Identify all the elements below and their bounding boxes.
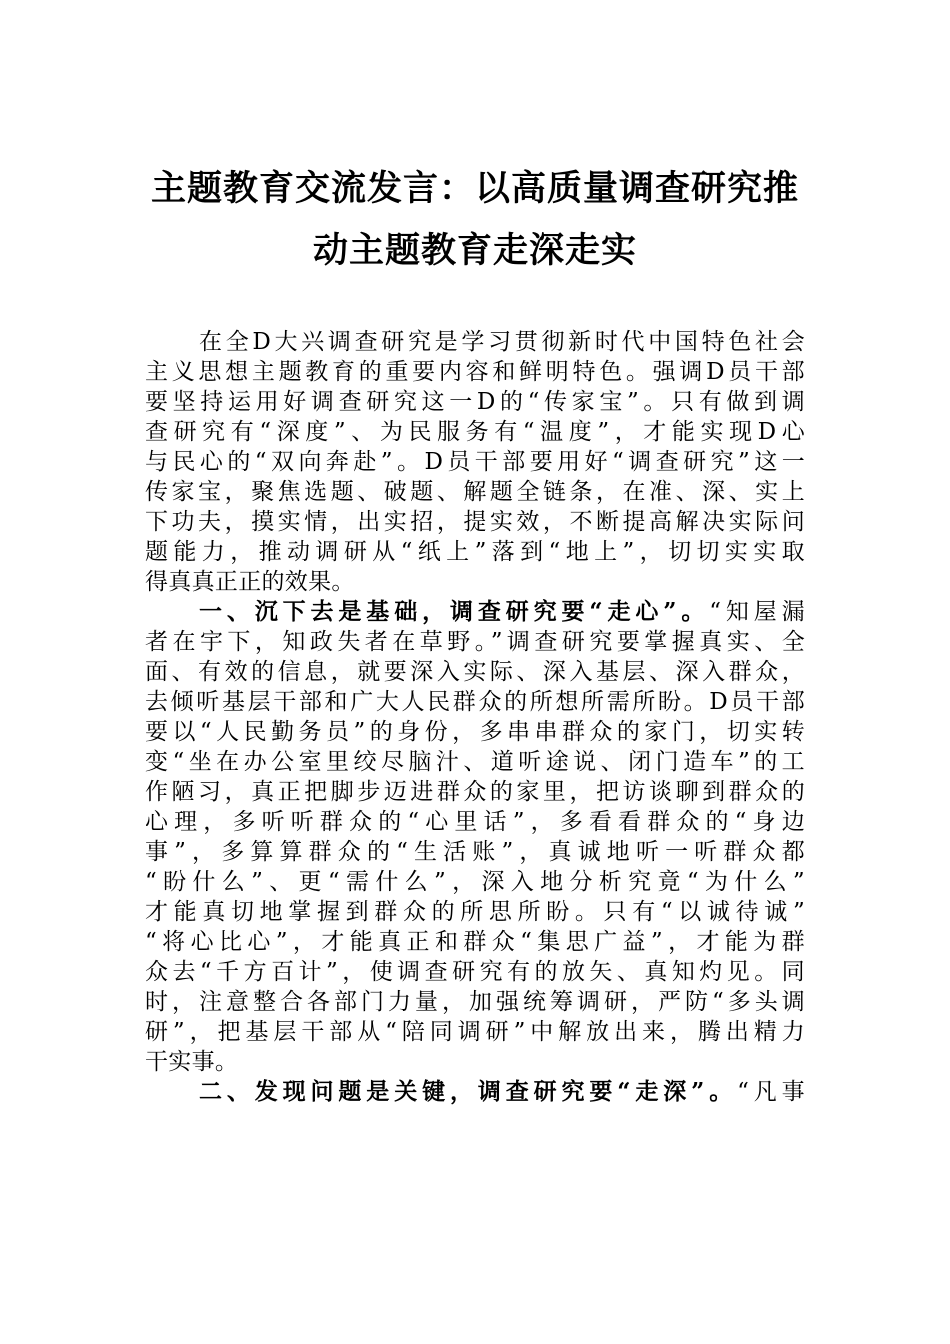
text-line: 时，注意整合各部门力量，加强统筹调研，严防“多头调: [145, 989, 805, 1015]
section-heading: 一、沉下去是基础，调查研究要“走心”。: [199, 598, 710, 625]
section-heading: 二、发现问题是关键，调查研究要“走深”。: [199, 1078, 738, 1105]
title-line: 主题教育交流发言：以高质量调查研究推: [150, 168, 799, 209]
text-line: 干实事。: [145, 1049, 239, 1075]
text-line-with-heading: [145, 597, 805, 627]
text-line: 与民心的“双向奔赴”。D员干部要用好“调查研究”这一: [145, 449, 805, 475]
paragraph-intro: [145, 327, 805, 597]
text-line: 在全D大兴调查研究是学习贯彻新时代中国特色社会: [199, 329, 805, 355]
paragraph-section-two: [145, 1077, 805, 1107]
text-line: 众去“千方百计”，使调查研究有的放矢、真知灼见。同: [145, 959, 805, 985]
text-line: 者在宇下，知政失者在草野。”调查研究要掌握真实、全: [145, 629, 805, 655]
text-line: 下功夫，摸实情，出实招，提实效，不断提高解决实际问: [145, 509, 805, 535]
text-line: 得真真正正的效果。: [145, 569, 355, 595]
text-line: “将心比心”，才能真正和群众“集思广益”，才能为群: [145, 929, 805, 955]
text-line: 心理，多听听群众的“心里话”，多看看群众的“身边: [145, 809, 805, 835]
text-line: 研”，把基层干部从“陪同调研”中解放出来，腾出精力: [145, 1019, 805, 1045]
title-line: 动主题教育走深走实: [312, 230, 637, 271]
text-line: 事”，多算算群众的“生活账”，真诚地听一听群众都: [145, 839, 805, 865]
text-line: 查研究有“深度”、为民服务有“温度”，才能实现D心: [145, 419, 805, 445]
text-line: 传家宝，聚焦选题、破题、解题全链条，在准、深、实上: [145, 479, 805, 505]
text-line: 才能真切地掌握到群众的所思所盼。只有“以诚待诚”: [145, 899, 805, 925]
heading-continuation: “知屋漏: [709, 599, 805, 625]
document-body: [145, 327, 805, 1107]
text-line: 主义思想主题教育的重要内容和鲜明特色。强调D员干部: [145, 359, 805, 385]
text-line: 面、有效的信息，就要深入实际、深入基层、深入群众，: [145, 659, 805, 685]
text-line: “盼什么”、更“需什么”，深入地分析究竟“为什么”: [145, 869, 805, 895]
text-line: 题能力，推动调研从“纸上”落到“地上”，切切实实取: [145, 539, 805, 565]
text-line: 要以“人民勤务员”的身份，多串串群众的家门，切实转: [145, 719, 805, 745]
heading-continuation: “凡事: [737, 1079, 805, 1105]
text-line: 作陋习，真正把脚步迈进群众的家里，把访谈聊到群众的: [145, 779, 805, 805]
paragraph-section-one: [145, 597, 805, 1077]
text-line: 变“坐在办公室里绞尽脑汁、道听途说、闭门造车”的工: [145, 749, 805, 775]
text-line: 要坚持运用好调查研究这一D的“传家宝”。只有做到调: [145, 389, 805, 415]
document-title: [140, 158, 810, 282]
text-line-with-heading: [145, 1077, 805, 1107]
text-line: 去倾听基层干部和广大人民群众的所想所需所盼。D员干部: [145, 689, 805, 715]
